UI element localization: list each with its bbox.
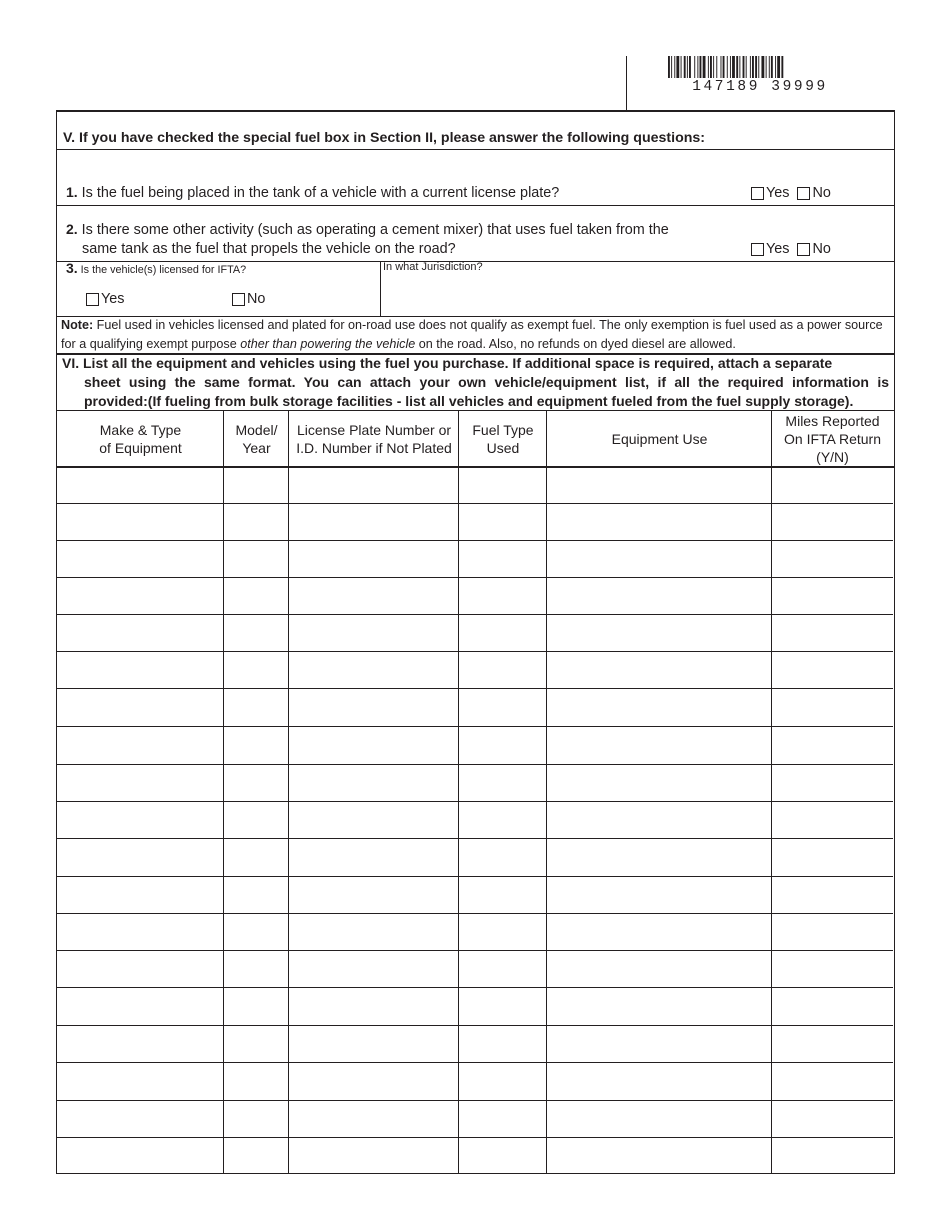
column-header-line: of Equipment: [99, 439, 182, 456]
table-cell[interactable]: [224, 689, 289, 727]
table-cell[interactable]: [459, 839, 547, 877]
table-cell[interactable]: [772, 652, 893, 689]
column-header-label: [235, 421, 277, 457]
table-cell[interactable]: [57, 652, 224, 689]
table-cell[interactable]: [289, 1138, 459, 1173]
barcode-bar: [681, 56, 682, 78]
table-cell[interactable]: [224, 504, 289, 541]
barcode-bar: [777, 56, 780, 78]
divider: [771, 410, 772, 467]
column-header: [289, 410, 459, 467]
q3-no-checkbox[interactable]: [232, 293, 245, 306]
table-cell[interactable]: [772, 988, 893, 1026]
table-cell[interactable]: [224, 951, 289, 988]
table-cell[interactable]: [547, 467, 772, 504]
q1-yes-checkbox[interactable]: [751, 187, 764, 200]
barcode-bar: [727, 56, 728, 78]
table-cell[interactable]: [57, 1063, 224, 1101]
table-cell[interactable]: [57, 1138, 224, 1173]
barcode-bar: [743, 56, 745, 78]
q3-no-option: [232, 291, 265, 307]
table-cell[interactable]: [459, 802, 547, 839]
table-cell[interactable]: [547, 914, 772, 951]
column-header: [547, 410, 772, 467]
table-cell[interactable]: [57, 727, 224, 765]
table-cell[interactable]: [459, 765, 547, 802]
table-cell[interactable]: [459, 652, 547, 689]
divider: [458, 410, 459, 467]
divider: [223, 410, 224, 467]
table-cell[interactable]: [289, 1026, 459, 1063]
q3-yes-option: [86, 291, 124, 307]
column-header-line: License Plate Number or: [296, 421, 452, 438]
column-header-line: Make & Type: [99, 421, 182, 438]
barcode-bar: [721, 56, 722, 78]
table-cell[interactable]: [289, 467, 459, 504]
table-cell[interactable]: [57, 839, 224, 877]
question-2-line-1: [66, 221, 669, 238]
table-cell[interactable]: [772, 877, 893, 914]
question-1-text: Is the fuel being placed in the tank of a vehicle with a current license plate?: [77, 185, 560, 201]
barcode-bar: [761, 56, 764, 78]
table-cell[interactable]: [547, 1026, 772, 1063]
table-cell[interactable]: [772, 467, 893, 504]
table-cell[interactable]: [224, 1026, 289, 1063]
table-cell[interactable]: [224, 541, 289, 578]
table-cell[interactable]: [772, 1101, 893, 1138]
table-cell[interactable]: [547, 765, 772, 802]
table-cell[interactable]: [57, 914, 224, 951]
table-cell[interactable]: [57, 1026, 224, 1063]
table-cell[interactable]: [772, 839, 893, 877]
table-cell[interactable]: [224, 914, 289, 951]
table-cell[interactable]: [772, 951, 893, 988]
table-cell[interactable]: [57, 504, 224, 541]
barcode-bar: [703, 56, 706, 78]
table-cell[interactable]: [547, 504, 772, 541]
table-cell[interactable]: [772, 504, 893, 541]
table-cell[interactable]: [547, 689, 772, 727]
column-header-line: Model/: [235, 421, 278, 438]
table-cell[interactable]: [57, 541, 224, 578]
table-cell[interactable]: [547, 988, 772, 1026]
table-cell[interactable]: [224, 578, 289, 615]
table-cell[interactable]: [224, 839, 289, 877]
table-cell[interactable]: [547, 578, 772, 615]
table-cell[interactable]: [289, 877, 459, 914]
column-header-line: I.D. Number if Not Plated: [296, 439, 452, 456]
table-cell[interactable]: [459, 914, 547, 951]
barcode-bar: [746, 56, 747, 78]
column-header: [57, 410, 224, 467]
barcode-bar: [723, 56, 725, 78]
question-2-line-2: same tank as the fuel that propels the vehicle on the road?: [82, 241, 456, 257]
q1-no-checkbox[interactable]: [797, 187, 810, 200]
table-cell[interactable]: [772, 765, 893, 802]
question-1: [66, 184, 559, 201]
barcode-bar: [758, 56, 759, 78]
table-cell[interactable]: [772, 615, 893, 652]
barcode-bar: [668, 56, 670, 78]
barcode-bar: [710, 56, 712, 78]
column-header-label: [612, 430, 708, 448]
q3-yes-checkbox[interactable]: [86, 293, 99, 306]
barcode-bar: [716, 56, 717, 78]
column-header-line: On IFTA Return: [784, 430, 881, 447]
barcode-bars: [668, 56, 852, 78]
table-cell[interactable]: [289, 652, 459, 689]
column-header-line: Fuel Type: [472, 421, 534, 438]
barcode-bar: [769, 56, 770, 78]
table-cell[interactable]: [547, 951, 772, 988]
barcode-bar: [732, 56, 735, 78]
table-cell[interactable]: [459, 1026, 547, 1063]
table-cell[interactable]: [289, 504, 459, 541]
note-text-1: Fuel used in vehicles licensed and plated for on-road use does not qualify as exempt fuel. The only exemption is fuel used as a power source for a qualifying exempt purpose: [61, 318, 883, 351]
barcode-bar: [694, 56, 695, 78]
table-cell[interactable]: [459, 1063, 547, 1101]
table-cell[interactable]: [459, 1138, 547, 1173]
table-cell[interactable]: [772, 689, 893, 727]
question-3-text: Is the vehicle(s) licensed for IFTA?: [77, 264, 247, 276]
table-cell[interactable]: [289, 615, 459, 652]
divider: [57, 149, 894, 150]
barcode-bar: [708, 56, 709, 78]
table-cell[interactable]: [224, 1101, 289, 1138]
table-cell[interactable]: [289, 988, 459, 1026]
table-cell[interactable]: [57, 578, 224, 615]
table-cell[interactable]: [772, 802, 893, 839]
table-cell[interactable]: [224, 765, 289, 802]
barcode-bar: [713, 56, 714, 78]
column-header-label: [784, 412, 881, 466]
barcode-bar: [674, 56, 675, 78]
table-cell[interactable]: [547, 541, 772, 578]
table-cell[interactable]: [459, 541, 547, 578]
section-vi-line-2: sheet using the same format. You can attach your own vehicle/equipment list, if all the required information is: [84, 374, 889, 390]
table-cell[interactable]: [772, 914, 893, 951]
note-emphasis: other than powering the vehicle: [240, 337, 416, 351]
table-cell[interactable]: [772, 578, 893, 615]
barcode-bar: [697, 56, 698, 78]
table-cell[interactable]: [57, 951, 224, 988]
q1-no-label: No: [812, 185, 831, 201]
table-cell[interactable]: [224, 615, 289, 652]
table-cell[interactable]: [57, 765, 224, 802]
barcode-bar: [766, 56, 767, 78]
q1-yes-label: Yes: [766, 185, 790, 201]
table-cell[interactable]: [459, 951, 547, 988]
table-cell[interactable]: [459, 877, 547, 914]
section-vi-line-1: VI. List all the equipment and vehicles using the fuel you purchase. If additional space is required, attach a separate: [62, 355, 833, 371]
table-cell[interactable]: [772, 727, 893, 765]
barcode-bar: [755, 56, 757, 78]
table-cell[interactable]: [547, 1138, 772, 1173]
column-header-line: Year: [242, 439, 271, 456]
table-cell[interactable]: [224, 467, 289, 504]
q2-yes-label: Yes: [766, 241, 790, 257]
note: [61, 316, 891, 354]
column-header-line: (Y/N): [816, 448, 849, 465]
column-header-label: [99, 421, 182, 457]
q3-no-label: No: [247, 291, 266, 307]
table-cell[interactable]: [459, 504, 547, 541]
barcode-bar: [750, 56, 751, 78]
table-cell[interactable]: [547, 652, 772, 689]
table-cell[interactable]: [57, 689, 224, 727]
table-cell[interactable]: [224, 727, 289, 765]
barcode-bar: [689, 56, 691, 78]
barcode-bar: [739, 56, 740, 78]
section-v-heading: V. If you have checked the special fuel box in Section II, please answer the following questions:: [63, 130, 706, 146]
table-cell[interactable]: [289, 727, 459, 765]
barcode-bar: [775, 56, 776, 78]
question-2-text: Is there some other activity (such as operating a cement mixer) that uses fuel taken from the: [77, 222, 669, 238]
table-cell[interactable]: [289, 765, 459, 802]
table-cell[interactable]: [772, 1138, 893, 1173]
barcode-bar: [736, 56, 738, 78]
section-vi-heading: [62, 354, 889, 411]
barcode: [668, 56, 852, 95]
table-cell[interactable]: [547, 1101, 772, 1138]
table-cell[interactable]: [459, 988, 547, 1026]
q2-yes-checkbox[interactable]: [751, 243, 764, 256]
table-cell[interactable]: [289, 914, 459, 951]
table-cell[interactable]: [459, 615, 547, 652]
table-cell[interactable]: [459, 578, 547, 615]
header-divider: [626, 56, 627, 110]
column-header-line: Used: [486, 439, 520, 456]
barcode-number: 147189 39999: [692, 79, 828, 95]
barcode-bar: [771, 56, 773, 78]
column-header-line: Equipment Use: [611, 430, 708, 447]
table-cell[interactable]: [772, 1063, 893, 1101]
table-cell[interactable]: [289, 802, 459, 839]
table-cell[interactable]: [289, 541, 459, 578]
table-cell[interactable]: [224, 877, 289, 914]
column-header-label: [472, 421, 533, 457]
form-frame: [56, 110, 895, 1174]
table-cell[interactable]: [289, 1063, 459, 1101]
table-cell[interactable]: [289, 689, 459, 727]
table-cell[interactable]: [224, 1063, 289, 1101]
column-header: [459, 410, 547, 467]
note-text-2: on the road. Also, no refunds on dyed diesel are allowed.: [415, 337, 736, 351]
question-2-number: 2.: [66, 221, 78, 237]
table-cell[interactable]: [57, 467, 224, 504]
table-cell[interactable]: [289, 1101, 459, 1138]
table-cell[interactable]: [459, 689, 547, 727]
question-2-options: [751, 241, 831, 257]
barcode-bar: [752, 56, 754, 78]
question-3: [66, 260, 246, 276]
section-vi-line-3: provided:(If fueling from bulk storage facilities - list all vehicles and equipment fueled from the fuel supply storage).: [84, 393, 854, 409]
barcode-bar: [730, 56, 731, 78]
question-1-options: [751, 185, 831, 201]
table-cell[interactable]: [224, 802, 289, 839]
table-cell[interactable]: [459, 1101, 547, 1138]
q2-no-checkbox[interactable]: [797, 243, 810, 256]
barcode-bar: [700, 56, 702, 78]
table-cell[interactable]: [547, 839, 772, 877]
column-header-label: [296, 421, 452, 457]
table-cell[interactable]: [289, 578, 459, 615]
divider: [546, 410, 547, 467]
q3-yes-label: Yes: [101, 291, 125, 307]
table-cell[interactable]: [57, 802, 224, 839]
table-cell[interactable]: [57, 1101, 224, 1138]
table-cell[interactable]: [547, 615, 772, 652]
table-cell[interactable]: [224, 1138, 289, 1173]
jurisdiction-label: In what Jurisdiction?: [383, 261, 483, 273]
table-cell[interactable]: [224, 988, 289, 1026]
column-header: [224, 410, 289, 467]
table-cell[interactable]: [289, 839, 459, 877]
barcode-bar: [687, 56, 688, 78]
q2-no-label: No: [812, 241, 831, 257]
question-3-number: 3.: [66, 260, 78, 276]
divider: [57, 205, 894, 206]
table-cell[interactable]: [547, 802, 772, 839]
table-cell[interactable]: [459, 467, 547, 504]
table-cell[interactable]: [772, 541, 893, 578]
divider: [288, 410, 289, 467]
table-cell[interactable]: [57, 615, 224, 652]
table-cell[interactable]: [772, 1026, 893, 1063]
table-cell[interactable]: [224, 652, 289, 689]
barcode-bar: [684, 56, 686, 78]
column-header-line: Miles Reported: [785, 412, 880, 429]
table-cell[interactable]: [459, 727, 547, 765]
table-cell[interactable]: [289, 951, 459, 988]
note-label: Note:: [61, 318, 94, 332]
jurisdiction-field[interactable]: [381, 275, 892, 316]
table-cell[interactable]: [57, 877, 224, 914]
barcode-bar: [671, 56, 672, 78]
column-header: [772, 410, 893, 467]
table-cell[interactable]: [547, 1063, 772, 1101]
table-cell[interactable]: [57, 988, 224, 1026]
barcode-bar: [781, 56, 783, 78]
table-cell[interactable]: [547, 727, 772, 765]
barcode-bar: [676, 56, 679, 78]
question-1-number: 1.: [66, 184, 78, 200]
table-cell[interactable]: [547, 877, 772, 914]
